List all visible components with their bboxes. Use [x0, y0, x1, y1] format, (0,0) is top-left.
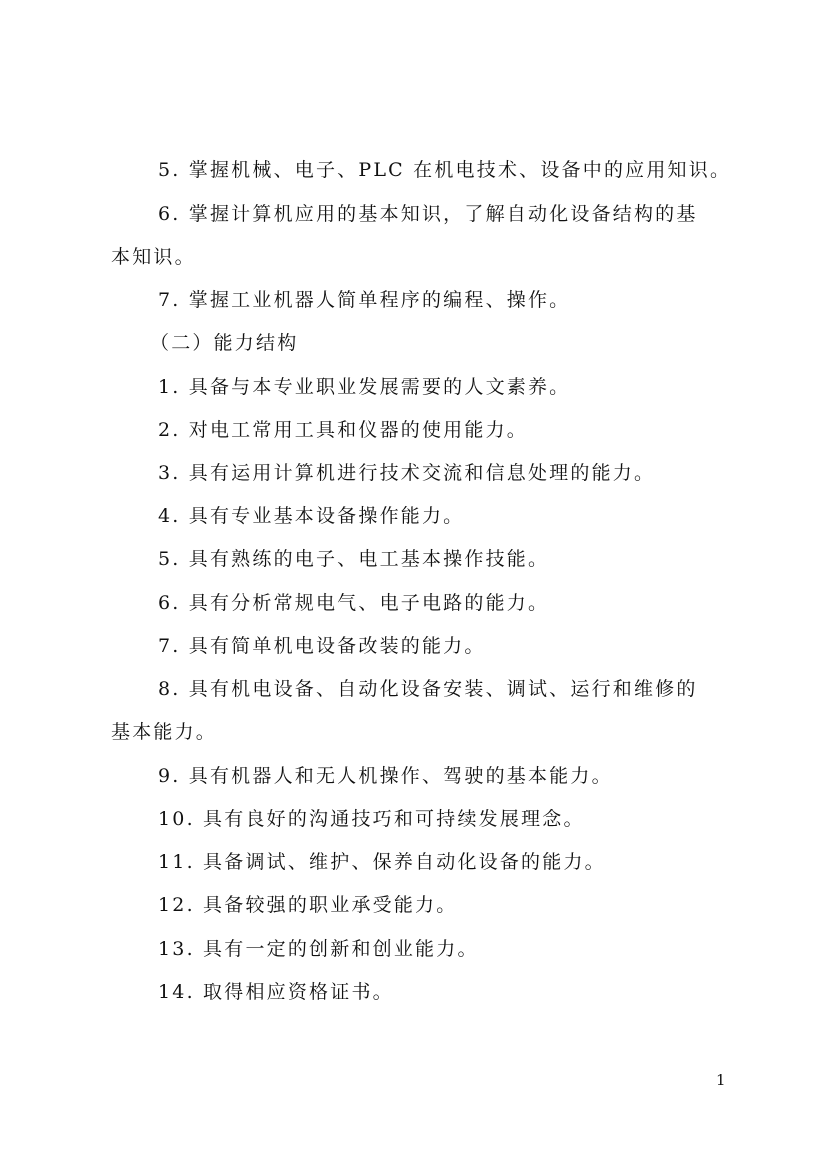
ability-item-5: 5. 具有熟练的电子、电工基本操作技能。 — [158, 548, 550, 570]
page-number: 1 — [716, 1071, 726, 1089]
ability-item-10: 10. 具有良好的沟通技巧和可持续发展理念。 — [158, 808, 585, 830]
knowledge-item-6: 6. 掌握计算机应用的基本知识，了解自动化设备结构的基 — [158, 203, 698, 225]
ability-item-4: 4. 具有专业基本设备操作能力。 — [158, 505, 465, 527]
ability-item-12: 12. 具备较强的职业承受能力。 — [158, 894, 458, 916]
ability-item-3: 3. 具有运用计算机进行技术交流和信息处理的能力。 — [158, 462, 656, 484]
ability-item-7: 7. 具有简单机电设备改装的能力。 — [158, 635, 486, 657]
ability-item-9: 9. 具有机器人和无人机操作、驾驶的基本能力。 — [158, 765, 613, 787]
ability-item-14: 14. 取得相应资格证书。 — [158, 981, 394, 1003]
knowledge-item-7: 7. 掌握工业机器人简单程序的编程、操作。 — [158, 289, 571, 311]
ability-item-8-continued: 基本能力。 — [111, 721, 218, 743]
ability-item-8: 8. 具有机电设备、自动化设备安装、调试、运行和维修的 — [158, 678, 698, 700]
ability-item-6: 6. 具有分析常规电气、电子电路的能力。 — [158, 592, 550, 614]
ability-item-1: 1. 具备与本专业职业发展需要的人文素养。 — [158, 376, 571, 398]
knowledge-item-6-continued: 本知识。 — [111, 246, 196, 268]
ability-item-11: 11. 具备调试、维护、保养自动化设备的能力。 — [158, 851, 606, 873]
ability-item-2: 2. 对电工常用工具和仪器的使用能力。 — [158, 419, 528, 441]
knowledge-item-5: 5. 掌握机械、电子、PLC 在机电技术、设备中的应用知识。 — [158, 159, 732, 181]
section-heading-ability-structure: （二）能力结构 — [150, 332, 299, 354]
ability-item-13: 13. 具有一定的创新和创业能力。 — [158, 938, 479, 960]
